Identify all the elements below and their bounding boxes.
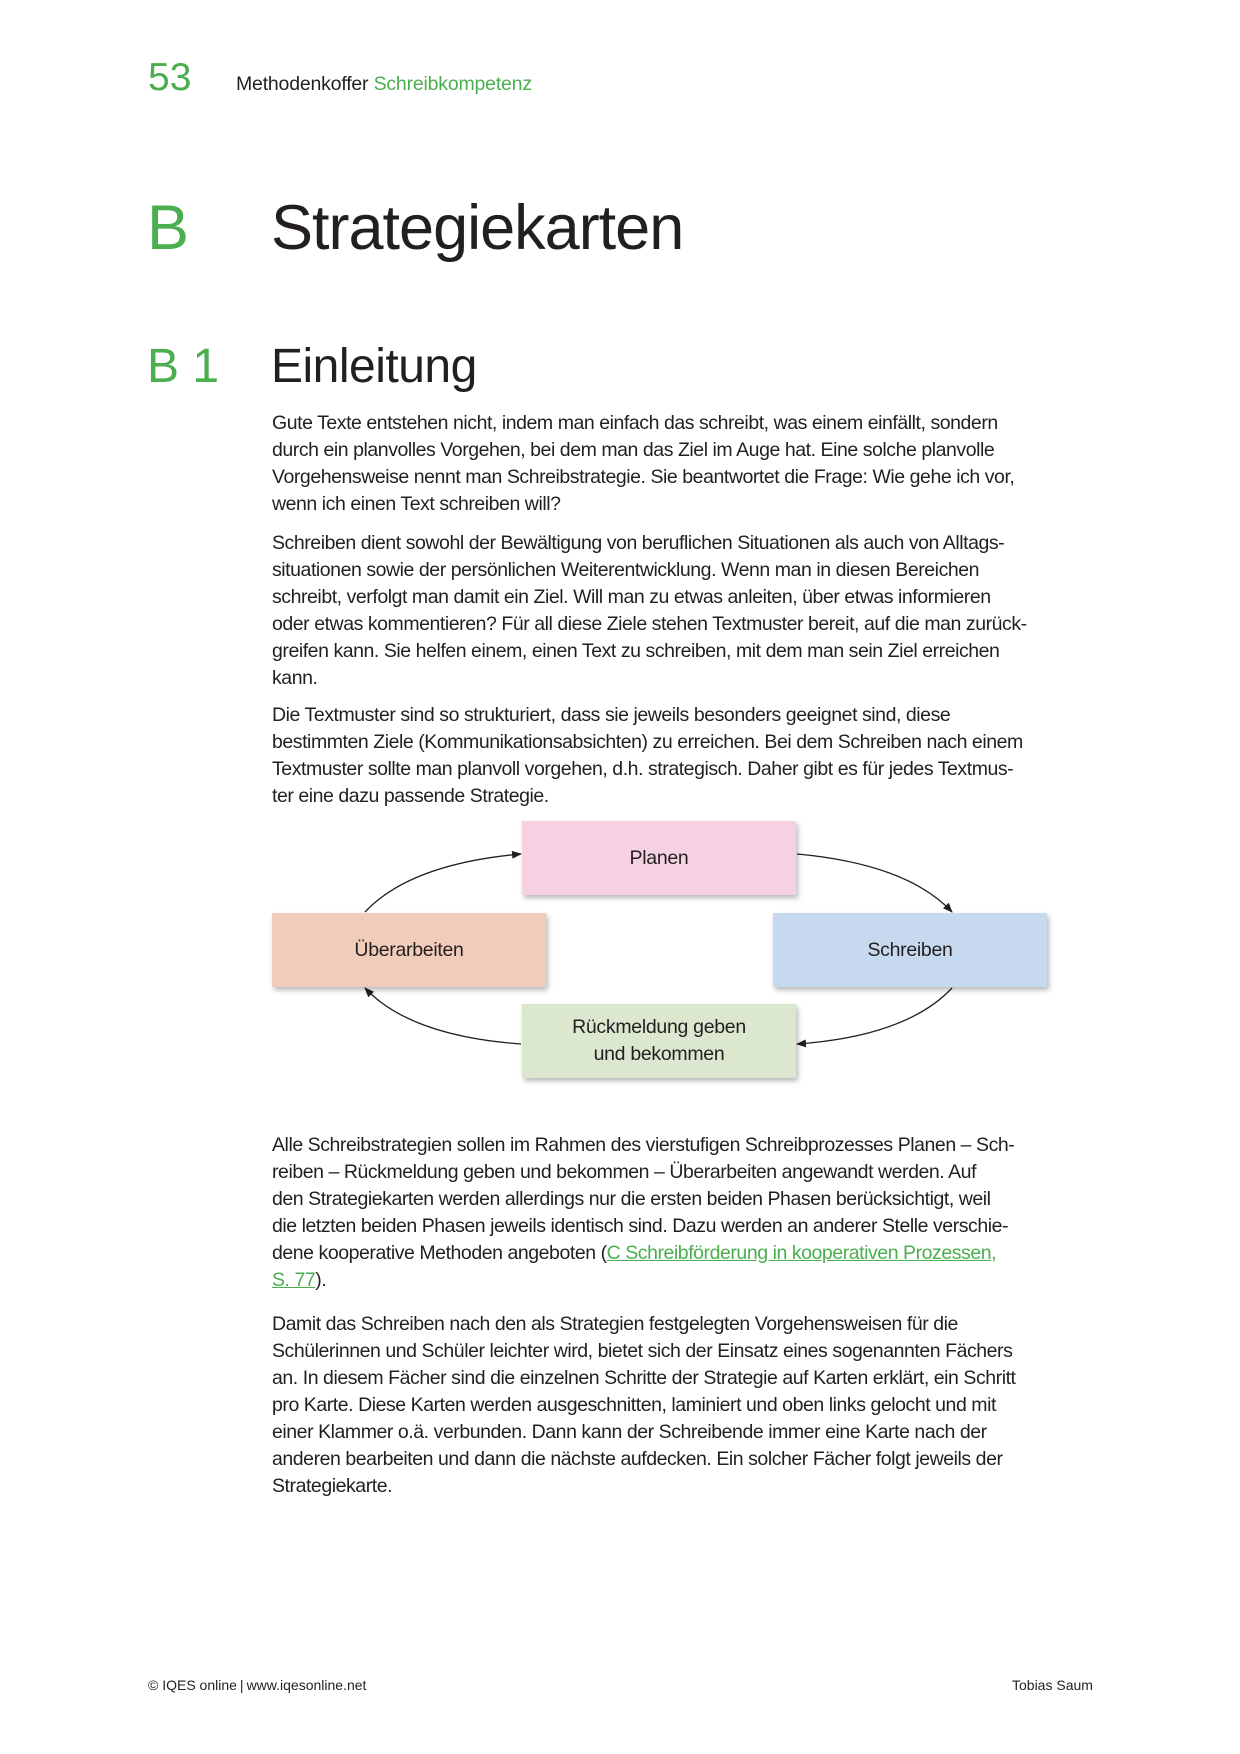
text-line: Strategiekarte.	[272, 1475, 393, 1497]
paragraph-faecher	[272, 1311, 1102, 1500]
text-line	[272, 1267, 1102, 1294]
text-line: Damit das Schreiben nach den als Strategien festgelegten Vorgehensweisen für die	[272, 1313, 958, 1335]
cross-reference-link-page[interactable]: S. 77	[272, 1269, 316, 1291]
chapter-letter: B	[147, 193, 190, 263]
paragraph-purpose	[272, 530, 1102, 692]
step-label-line: und bekommen	[593, 1043, 725, 1065]
footer-copyright	[148, 1676, 366, 1694]
arrow-feedback-to-revise	[365, 988, 521, 1044]
text-line: Schreiben dient sowohl der Bewältigung von beruflichen Situationen als auch von Alltags-	[272, 532, 1005, 554]
step-label: Planen	[629, 846, 689, 869]
text-line: Textmuster sollte man planvoll vorgehen, d.h. strategisch. Daher gibt es für jedes Textmus-	[272, 758, 1014, 780]
text-line: oder etwas kommentieren? Für all diese Ziele stehen Textmuster bereit, auf die man zurück-	[272, 613, 1027, 635]
text-line: schreibt, verfolgt man damit ein Ziel. Will man zu etwas anleiten, über etwas informieren	[272, 586, 991, 608]
website-link[interactable]: www.iqesonline.net	[246, 1677, 367, 1693]
text-line: anderen bearbeiten und dann die nächste aufdecken. Ein solcher Fächer folgt jeweils der	[272, 1448, 1003, 1470]
text-line: an. In diesem Fächer sind die einzelnen Schritte der Strategie auf Karten erklärt, ein Schritt	[272, 1367, 1016, 1389]
text-fragment: dene kooperative Methoden angeboten (	[272, 1242, 607, 1264]
text-line: kann.	[272, 667, 318, 689]
step-label: Überarbeiten	[354, 938, 464, 961]
text-line: den Strategiekarten werden allerdings nur die ersten beiden Phasen berücksichtigt, weil	[272, 1188, 991, 1210]
text-line: die letzten beiden Phasen jeweils identisch sind. Dazu werden an anderer Stelle verschie-	[272, 1215, 1009, 1237]
text-line: Die Textmuster sind so strukturiert, dass sie jeweils besonders geeignet sind, diese	[272, 704, 951, 726]
paragraph-process	[272, 1132, 1102, 1294]
text-line: einer Klammer o.ä. verbunden. Dann kann der Schreibende immer eine Karte nach der	[272, 1421, 987, 1443]
text-line: Gute Texte entstehen nicht, indem man einfach das schreibt, was einem einfällt, sondern	[272, 412, 998, 434]
footer-author: Tobias Saum	[1012, 1677, 1093, 1693]
series-subtitle: Schreibkompetenz	[373, 73, 532, 95]
step-box-ueberarbeiten	[272, 913, 546, 987]
section-title: Einleitung	[271, 340, 477, 393]
page-number: 53	[148, 56, 192, 99]
cross-reference-link[interactable]: C Schreibförderung in kooperativen Prozessen,	[606, 1242, 997, 1264]
arrow-plan-to-write	[797, 854, 952, 912]
step-label-line: Rückmeldung geben	[572, 1016, 746, 1038]
arrow-revise-to-plan	[365, 854, 521, 912]
text-line: durch ein planvolles Vorgehen, bei dem man das Ziel im Auge hat. Eine solche planvolle	[272, 439, 995, 461]
series-title: Methodenkoffer	[236, 73, 369, 95]
text-line: Vorgehensweise nennt man Schreibstrategie. Sie beantwortet die Frage: Wie gehe ich vor,	[272, 466, 1015, 488]
text-line: Alle Schreibstrategien sollen im Rahmen des vierstufigen Schreibprozesses Planen – Sch-	[272, 1134, 1015, 1156]
arrow-write-to-feedback	[797, 988, 952, 1044]
footer-separator: |	[239, 1677, 244, 1693]
step-box-schreiben	[773, 913, 1047, 987]
step-label: Schreiben	[867, 938, 953, 961]
running-header	[236, 72, 532, 96]
text-line	[272, 1240, 1102, 1267]
paragraph-intro	[272, 410, 1102, 518]
text-fragment: ).	[315, 1269, 327, 1291]
text-line: wenn ich einen Text schreiben will?	[272, 493, 561, 515]
section-number: B 1	[147, 340, 220, 393]
text-line: Schülerinnen und Schüler leichter wird, bietet sich der Einsatz eines sogenannten Fächers	[272, 1340, 1013, 1362]
step-box-planen	[522, 821, 796, 895]
chapter-title: Strategiekarten	[271, 193, 684, 263]
text-line: reiben – Rückmeldung geben und bekommen – Überarbeiten angewandt werden. Auf	[272, 1161, 977, 1183]
text-line: situationen sowie der persönlichen Weiterentwicklung. Wenn man in diesen Bereichen	[272, 559, 980, 581]
copyright-text: © IQES online	[148, 1677, 237, 1693]
text-line: greifen kann. Sie helfen einem, einen Text zu schreiben, mit dem man sein Ziel erreichen	[272, 640, 1000, 662]
text-line: bestimmten Ziele (Kommunikationsabsichten) zu erreichen. Bei dem Schreiben nach einem	[272, 731, 1023, 753]
paragraph-textmuster	[272, 702, 1102, 810]
text-line: ter eine dazu passende Strategie.	[272, 785, 549, 807]
text-line: pro Karte. Diese Karten werden ausgeschnitten, laminiert und oben links gelocht und mit	[272, 1394, 996, 1416]
step-box-rueckmeldung	[522, 1004, 796, 1078]
